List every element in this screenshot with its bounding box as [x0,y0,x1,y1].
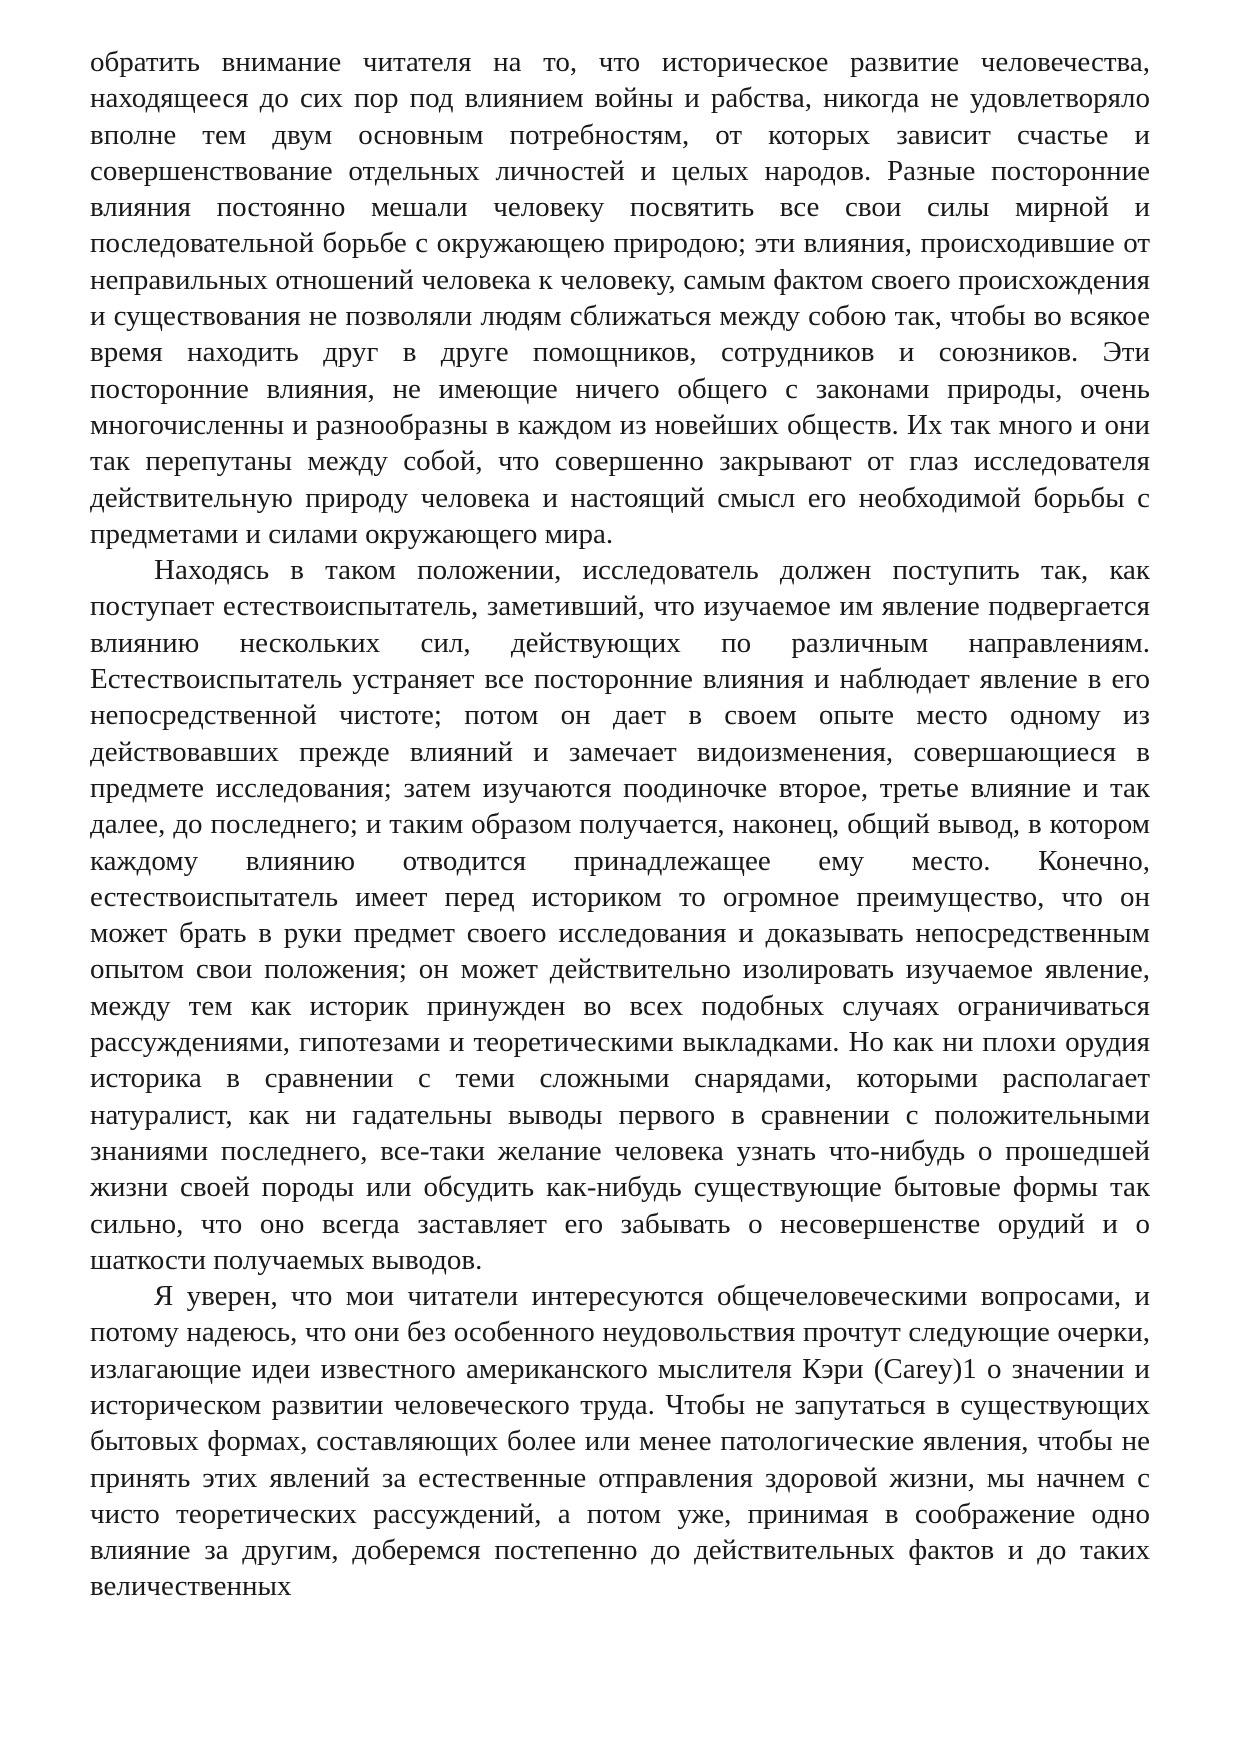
document-page [90,44,1150,1605]
paragraph-1: обратить внимание читателя на то, что историческое развитие человечества, находящееся до сих пор под влиянием войны и рабства, никогда не удовлетворяло вполне тем двум основным потребностям, от которых зависит счастье и совершенствование отдельных личностей и целых народов. Разные посторонние влияния постоянно мешали человеку посвятить все свои силы мирной и последовательной борьбе с окружающею природою; эти влияния, происходившие от неправильных отношений человека к человеку, самым фактом своего происхождения и существования не позволяли людям сближаться между собою так, чтобы во всякое время находить друг в друге помощников, сотрудников и союзников. Эти посторонние влияния, не имеющие ничего общего с законами природы, очень многочисленны и разнообразны в каждом из новейших обществ. Их так много и они так перепутаны между собой, что совершенно закрывают от глаз исследователя действительную природу человека и настоящий смысл его необходимой борьбы с предметами и силами окружающего мира. [90,46,1150,550]
paragraph-3: Я уверен, что мои читатели интересуются общечеловеческими вопросами, и потому надеюсь, что они без особенного неудовольствия прочтут следующие очерки, излагающие идеи известного американского мыслителя Кэри (Carey)1 о значении и историческом развитии человеческого труда. Чтобы не запутаться в существующих бытовых формах, составляющих более или менее патологические явления, чтобы не принять этих явлений за естественные отправления здоровой жизни, мы начнем с чисто теоретических рассуждений, а потом уже, принимая в соображение одно влияние за другим, доберемся постепенно до действительных фактов и до таких величественных [90,1280,1150,1603]
paragraph-2: Находясь в таком положении, исследователь должен поступить так, как поступает естествоиспытатель, заметивший, что изучаемое им явление подвергается влиянию нескольких сил, действующих по различным направлениям. Естествоиспытатель устраняет все посторонние влияния и наблюдает явление в его непосредственной чистоте; потом он дает в своем опыте место одному из действовавших прежде влияний и замечает видоизменения, совершающиеся в предмете исследования; затем изучаются поодиночке второе, третье влияние и так далее, до последнего; и таким образом получается, наконец, общий вывод, в котором каждому влиянию отводится принадлежащее ему место. Конечно, естествоиспытатель имеет перед историком то огромное преимущество, что он может брать в руки предмет своего исследования и доказывать непосредственным опытом свои положения; он может действительно изолировать изучаемое явление, между тем как историк принужден во всех подобных случаях ограничиваться рассуждениями, гипотезами и теоретическими выкладками. Но как ни плохи орудия историка в сравнении с теми сложными снарядами, которыми располагает натуралист, как ни гадательны выводы первого в сравнении с положительными знаниями последнего, все-таки желание человека узнать что-нибудь о прошедшей жизни своей породы или обсудить как-нибудь существующие бытовые формы так сильно, что оно всегда заставляет его забывать о несовершенстве орудий и о шаткости получаемых выводов. [90,554,1150,1276]
